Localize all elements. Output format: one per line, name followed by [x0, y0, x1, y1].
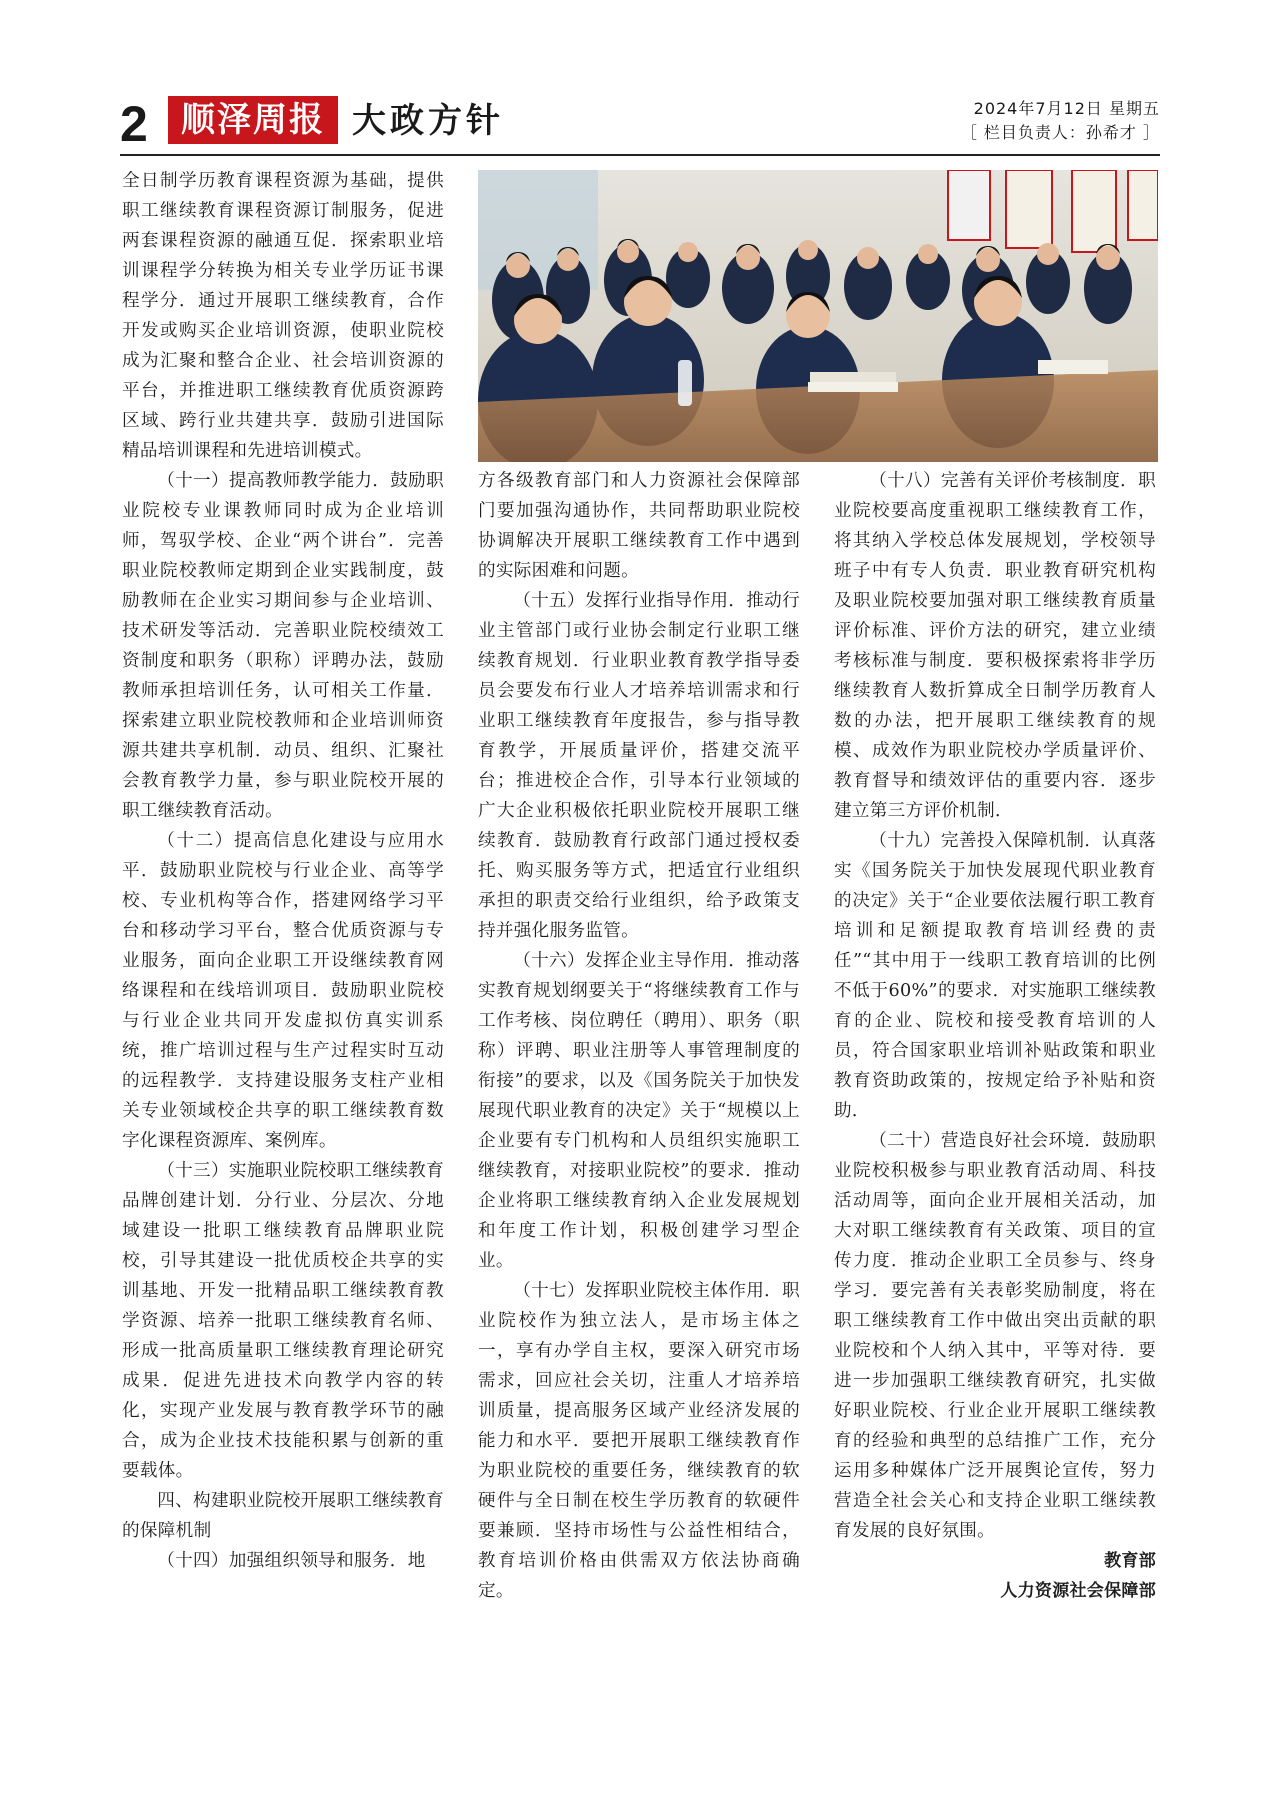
signature-ministry-hr: 人力资源社会保障部	[1000, 1581, 1156, 1601]
paragraph: （十四）加强组织领导和服务．地	[157, 1551, 426, 1571]
paragraph: （十九）完善投入保障机制．认真落实《国务院关于加快发展现代职业教育的决定》关于“企业要依法履行职工教育培训和足额提取教育培训经费的责任”“其中用于一线职工教育培训的比例不低于60%”的要求．对实施职工继续教育的企业、院校和接受教育培训的人员，符合国家职业培训补贴政策和职业教育资助政策的，按规定给予补贴和资助．	[834, 831, 1156, 1121]
column-editor: ［ 栏目负责人：孙希才 ］	[960, 123, 1160, 142]
article-column-1	[122, 166, 444, 1666]
paragraph: （十七）发挥职业院校主体作用．职业院校作为独立法人，是市场主体之一，享有办学自主权，要深入研究市场需求，回应社会关切，注重人才培养培训质量，提高服务区域产业经济发展的能力和水平．要把开展职工继续教育作为职业院校的重要任务，继续教育的软硬件与全日制在校生学历教育的软硬件要兼顾．坚持市场性与公益性相结合，教育培训价格由供需双方依法协商确定。	[478, 1281, 800, 1601]
classroom-photo	[478, 170, 1158, 462]
paragraph: （十一）提高教师教学能力．鼓励职业院校专业课教师同时成为企业培训师，驾驭学校、企业“两个讲台”．完善职业院校教师定期到企业实践制度，鼓励教师在企业实习期间参与企业培训、技术研发等活动．完善职业院校绩效工资制度和职务（职称）评聘办法，鼓励教师承担培训任务，认可相关工作量．探索建立职业院校教师和企业培训师资源共建共享机制．动员、组织、汇聚社会教育教学力量，参与职业院校开展的职工继续教育活动。	[122, 471, 444, 821]
paragraph: （二十）营造良好社会环境．鼓励职业院校积极参与职业教育活动周、科技活动周等，面向企业开展相关活动，加大对职工继续教育有关政策、项目的宣传力度．推动企业职工全员参与、终身学习．要完善有关表彰奖励制度，将在职工继续教育工作中做出突出贡献的职业院校和个人纳入其中，平等对待．要进一步加强职工继续教育研究，扎实做好职业院校、行业企业开展职工继续教育的经验和典型的总结推广工作，充分运用多种媒体广泛开展舆论宣传，努力营造全社会关心和支持企业职工继续教育发展的良好氛围。	[834, 1131, 1156, 1541]
paragraph: （十六）发挥企业主导作用．推动落实教育规划纲要关于“将继续教育工作与工作考核、岗位聘任（聘用）、职务（职称）评聘、职业注册等人事管理制度的衔接”的要求，以及《国务院关于加快发展现代职业教育的决定》关于“规模以上企业要有专门机构和人员组织实施职工继续教育，对接职业院校”的要求．推动企业将职工继续教育纳入企业发展规划和年度工作计划，积极创建学习型企业。	[478, 951, 800, 1271]
paragraph: 全日制学历教育课程资源为基础，提供职工继续教育课程资源订制服务，促进两套课程资源的融通互促．探索职业培训课程学分转换为相关专业学历证书课程学分．通过开展职工继续教育，合作开发或购买企业培训资源，使职业院校成为汇聚和整合企业、社会培训资源的平台，并推进职工继续教育优质资源跨区域、跨行业共建共享．鼓励引进国际精品培训课程和先进培训模式。	[122, 171, 444, 461]
page-number: 2	[120, 96, 148, 152]
paragraph: （十三）实施职业院校职工继续教育品牌创建计划．分行业、分层次、分地域建设一批职工继续教育品牌职业院校，引导其建设一批优质校企共享的实训基地、开发一批精品职工继续教育教学资源、培养一批职工继续教育名师、形成一批高质量职工继续教育理论研究成果．促进先进技术向教学内容的转化，实现产业发展与教育教学环节的融合，成为企业技术技能积累与创新的重要载体。	[122, 1161, 444, 1481]
paragraph: 方各级教育部门和人力资源社会保障部门要加强沟通协作，共同帮助职业院校协调解决开展职工继续教育工作中遇到的实际困难和问题。	[478, 471, 800, 581]
newspaper-masthead: 顺泽周报	[168, 96, 338, 144]
article-column-2	[478, 466, 800, 1666]
section-title: 大政方针	[352, 101, 504, 141]
header-rule	[120, 154, 1160, 156]
page-header	[120, 92, 1160, 160]
issue-date: 2024年7月12日 星期五	[973, 99, 1160, 118]
signature-ministry-education: 教育部	[1104, 1551, 1156, 1571]
paragraph: （十二）提高信息化建设与应用水平．鼓励职业院校与行业企业、高等学校、专业机构等合作，搭建网络学习平台和移动学习平台，整合优质资源与专业服务，面向企业职工开设继续教育网络课程和在线培训项目．鼓励职业院校与行业企业共同开发虚拟仿真实训系统，推广培训过程与生产过程实时互动的远程教学．支持建设服务支柱产业相关专业领域校企共享的职工继续教育数字化课程资源库、案例库。	[122, 831, 444, 1151]
article-column-3	[834, 466, 1156, 1666]
section-heading: 四、构建职业院校开展职工继续教育的保障机制	[122, 1491, 444, 1541]
paragraph: （十五）发挥行业指导作用．推动行业主管部门或行业协会制定行业职工继续教育规划．行业职业教育教学指导委员会要发布行业人才培养培训需求和行业职工继续教育年度报告，参与指导教育教学，开展质量评价，搭建交流平台；推进校企合作，引导本行业领域的广大企业积极依托职业院校开展职工继续教育．鼓励教育行政部门通过授权委托、购买服务等方式，把适宜行业组织承担的职责交给行业组织，给予政策支持并强化服务监管。	[478, 591, 800, 941]
paragraph: （十八）完善有关评价考核制度．职业院校要高度重视职工继续教育工作，将其纳入学校总体发展规划，学校领导班子中有专人负责．职业教育研究机构及职业院校要加强对职工继续教育质量评价标准、评价方法的研究，建立业绩考核标准与制度．要积极探索将非学历继续教育人数折算成全日制学历教育人数的办法，把开展职工继续教育的规模、成效作为职业院校办学质量评价、教育督导和绩效评估的重要内容．逐步建立第三方评价机制．	[834, 471, 1156, 821]
